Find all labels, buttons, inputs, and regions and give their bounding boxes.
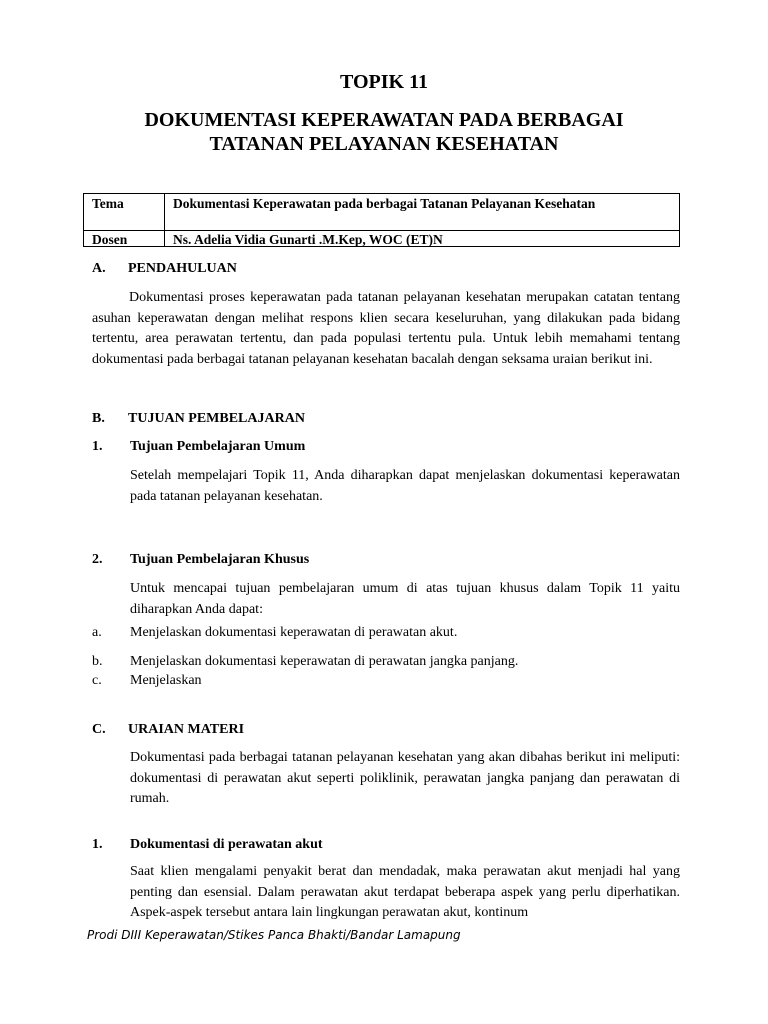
section-a-heading: PENDAHULUAN xyxy=(128,261,237,276)
section-b-heading: TUJUAN PEMBELAJARAN xyxy=(128,411,305,426)
meta-value: Ns. Adelia Vidia Gunarti .M.Kep, WOC (ET)N xyxy=(165,231,680,247)
meta-table xyxy=(83,193,680,247)
list-item-text: Menjelaskan dokumentasi keperawatan di perawatan akut. xyxy=(130,625,458,640)
meta-key: Tema xyxy=(84,194,165,231)
section-b2-paragraph: Untuk mencapai tujuan pembelajaran umum di atas tujuan khusus dalam Topik 11 yaitu diharapkan Anda dapat: xyxy=(130,581,680,617)
section-b1-paragraph: Setelah mempelajari Topik 11, Anda diharapkan dapat menjelaskan dokumentasi keperawatan pada tatanan pelayanan kesehatan. xyxy=(130,468,680,504)
section-a-number: A. xyxy=(92,261,106,276)
section-c-heading: URAIAN MATERI xyxy=(128,722,245,737)
list-item-text: Menjelaskan dokumentasi keperawatan di perawatan jangka panjang. xyxy=(130,654,519,669)
section-b2-heading: Tujuan Pembelajaran Khusus xyxy=(130,552,310,567)
section-c-number: C. xyxy=(92,722,106,737)
meta-row-tema xyxy=(84,194,680,231)
section-a-paragraph: Dokumentasi proses keperawatan pada tatanan pelayanan kesehatan merupakan catatan tentang asuhan keperawatan dengan melihat respons klien secara keseluruhan, yang dilakukan pada bidang tertentu, area perawatan tertentu, dan pada populasi tertentu pula. Untuk lebih memahami tentang dokumentasi pada berbagai tatanan pelayanan kesehatan bacalah dengan seksama uraian berikut ini. xyxy=(92,290,680,367)
section-b2-number: 2. xyxy=(92,552,103,567)
list-item-label: b. xyxy=(92,654,103,669)
section-c1-paragraph: Saat klien mengalami penyakit berat dan mendadak, maka perawatan akut menjadi hal yang penting dan esensial. Dalam perawatan akut terdapat beberapa aspek yang perlu diperhatikan. Aspek-aspek tersebut antara lain lingkungan perawatan akut, kontinum xyxy=(130,864,680,920)
meta-row-dosen xyxy=(84,231,680,247)
meta-value: Dokumentasi Keperawatan pada berbagai Tatanan Pelayanan Kesehatan xyxy=(165,194,680,231)
section-b1-heading: Tujuan Pembelajaran Umum xyxy=(130,439,306,454)
section-b-number: B. xyxy=(92,411,105,426)
page-footer: Prodi DIII Keperawatan/Stikes Panca Bhakti/Bandar Lamapung xyxy=(87,928,461,942)
document-title xyxy=(0,108,768,156)
topic-title: TOPIK 11 xyxy=(340,71,428,93)
section-c1-number: 1. xyxy=(92,837,103,852)
list-item-label: a. xyxy=(92,625,102,640)
document-title-line-2: TATANAN PELAYANAN KESEHATAN xyxy=(209,133,559,155)
section-c-paragraph: Dokumentasi pada berbagai tatanan pelayanan kesehatan yang akan dibahas berikut ini meliputi: dokumentasi di perawatan akut seperti poliklinik, perawatan jangka panjang dan perawatan di rumah. xyxy=(130,750,680,806)
document-title-line-1: DOKUMENTASI KEPERAWATAN PADA BERBAGAI xyxy=(144,109,624,131)
section-c1-heading: Dokumentasi di perawatan akut xyxy=(130,837,323,852)
meta-key: Dosen xyxy=(84,231,165,247)
section-b1-number: 1. xyxy=(92,439,103,454)
list-item-label: c. xyxy=(92,673,102,688)
list-item-text: Menjelaskan xyxy=(130,673,202,688)
